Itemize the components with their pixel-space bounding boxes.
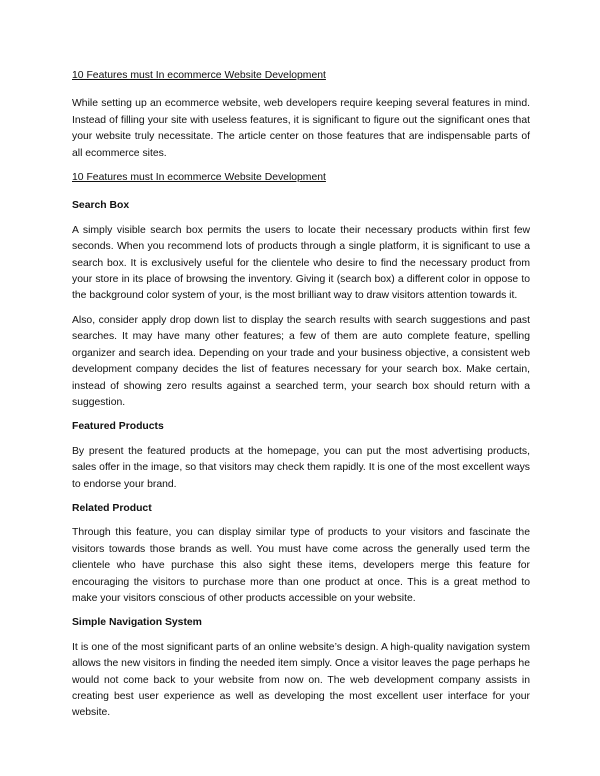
document-page: [72, 68, 530, 730]
section-paragraph: Through this feature, you can display similar type of products to your visitors and fascinate the visitors towards those brands as well. You must have come across the generally used term the clientele who have purchase this also sight these items, developers merge this feature for encouraging the visitors to purchase more than one product at once. This is a great method to make your visitors conscious of other products accessible on your website.: [72, 527, 530, 604]
section-paragraph: It is one of the most significant parts of an online website’s design. A high-quality navigation system allows the new visitors in finding the needed item simply. Once a visitor leaves the page perhaps he would not come back to your website from now on. The web development company assists in creating best user experience as well as developing the most excellent user interface for your website.: [72, 641, 530, 719]
section-simple-navigation-system: [72, 615, 530, 721]
section-paragraph: Also, consider apply drop down list to display the search results with search suggestions and past searches. It may have many other features; a few of them are auto complete feature, spelling organizer and search idea. Depending on your trade and your business objective, a consistent web development company decides the list of features necessary for your search box. Make certain, instead of showing zero results against a searched term, your search box should return with a suggestion.: [72, 314, 530, 408]
section-related-product: [72, 501, 530, 607]
document-title-repeat[interactable]: 10 Features must In ecommerce Website Development: [72, 172, 326, 184]
intro-paragraph: While setting up an ecommerce website, web developers require keeping several features in mind. Instead of filling your site with useless features, it is significant to figure out the significant ones that your website truly necessitate. The article center on those features that are indispensable parts of all ecommerce sites.: [72, 98, 530, 159]
section-heading: Featured Products: [72, 421, 164, 433]
section-featured-products: [72, 419, 530, 493]
section-search-box: [72, 198, 530, 411]
section-heading: Search Box: [72, 200, 130, 212]
section-heading: Simple Navigation System: [72, 617, 202, 629]
section-paragraph: A simply visible search box permits the users to locate their necessary products within first few seconds. When you recommend lots of products through a single platform, it is significant to use a search box. It is exclusively useful for the clientele who desire to find the necessary product from your store in its place of browsing the inventory. Giving it (search box) a different color in oppose to the background color system of your, is the most brilliant way to draw visitors attention towards it.: [72, 224, 530, 302]
section-heading: Related Product: [72, 502, 152, 514]
section-paragraph: By present the featured products at the homepage, you can put the most advertising products, sales offer in the image, so that visitors may check them rapidly. It is one of the most excellent ways to endorse your brand.: [72, 445, 530, 490]
document-title[interactable]: 10 Features must In ecommerce Website Development: [72, 70, 326, 81]
